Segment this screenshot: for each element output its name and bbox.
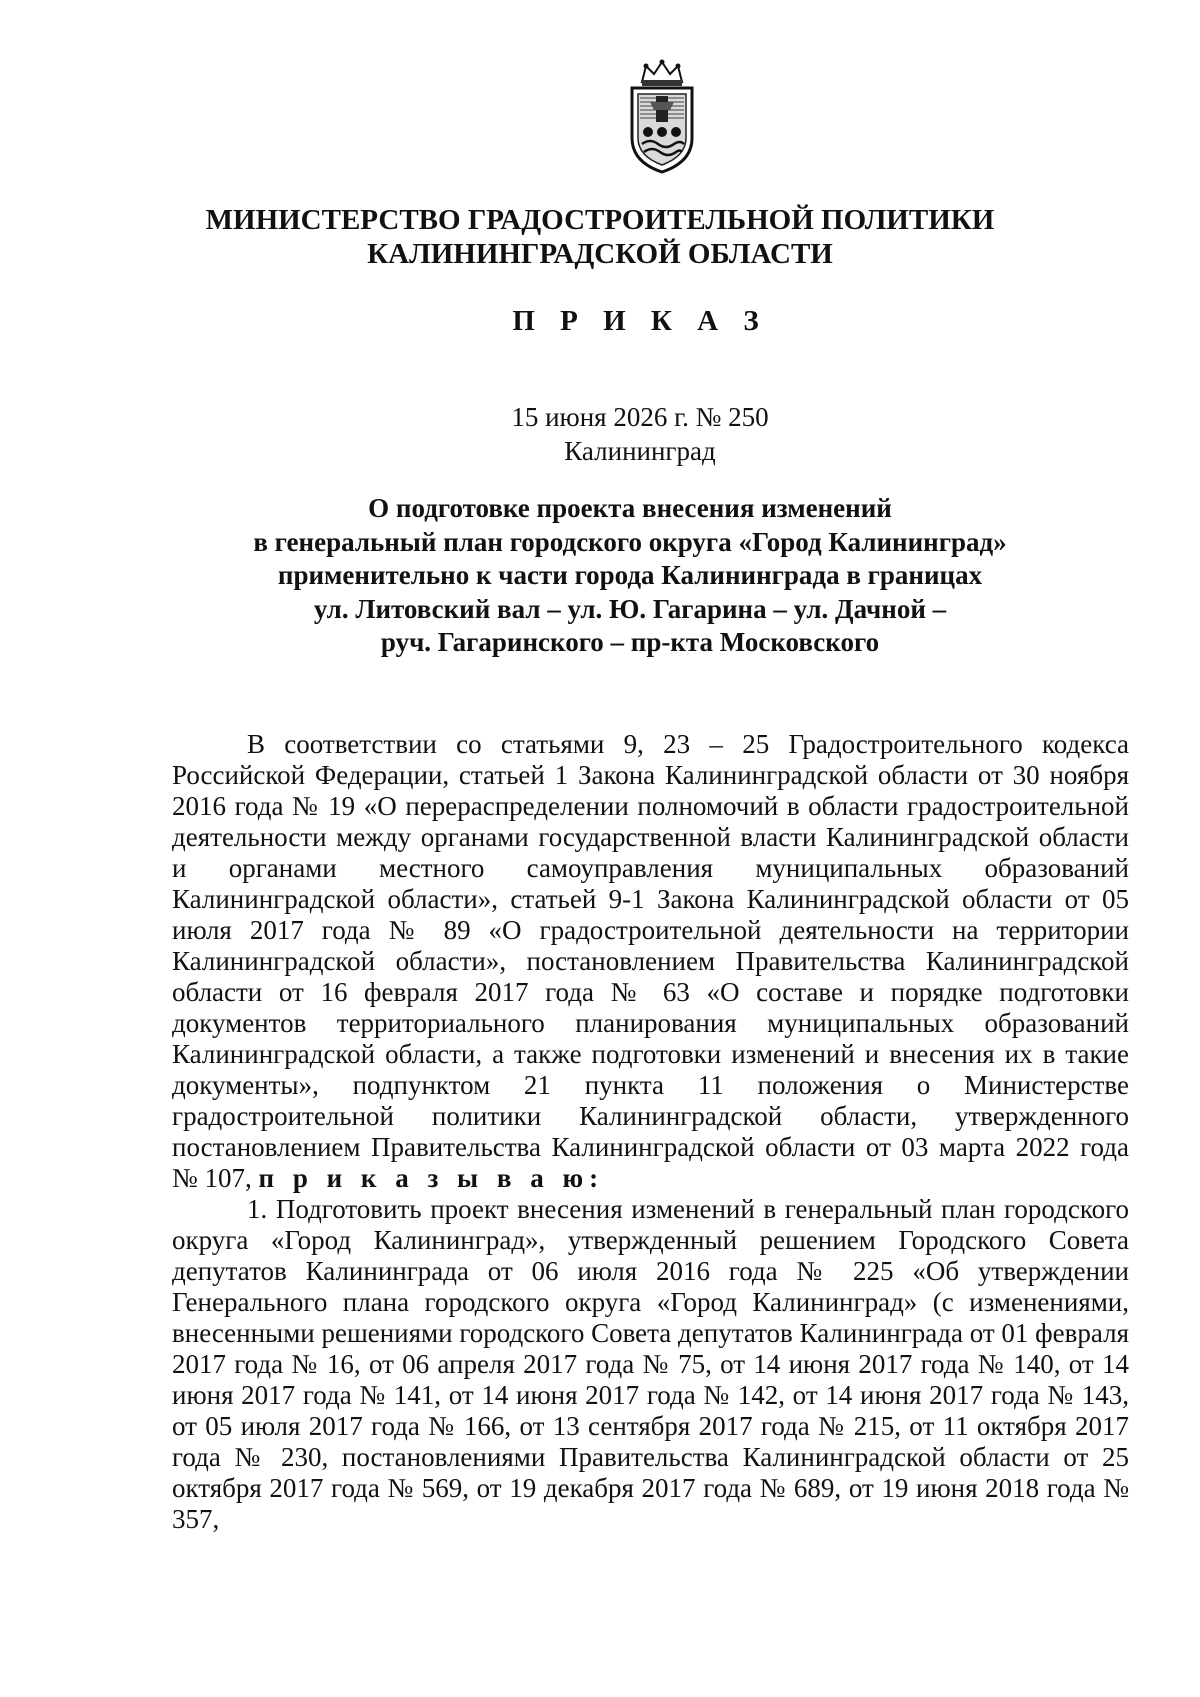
subject-line: ул. Литовский вал – ул. Ю. Гагарина – ул. Дачной – bbox=[313, 593, 947, 624]
order-item-1: 1. Подготовить проект внесения изменений в генеральный план городского округа «Город Калининград», утвержденный решением Городского Совета депутатов Калининграда от 06 июля 2016 года № 225 «Об утверждении Генерального плана городского округа «Город Калининград» (с изменениями, внесенными решениями городского Совета депутатов Калининграда от 01 февраля 2017 года № 16, от 06 апреля 2017 года № 75, от 14 июня 2017 года № 140, от 14 июня 2017 года № 141, от 14 июня 2017 года № 142, от 14 июня 2017 года № 143, от 05 июля 2017 года № 166, от 13 сентября 2017 года № 215, от 11 октября 2017 года № 230, постановлениями Правительства Калининградской области от 25 октября 2017 года № 569, от 19 декабря 2017 года № 689, от 19 июня 2018 года № 357, bbox=[172, 1194, 1130, 1534]
order-date-block bbox=[0, 400, 1200, 468]
order-body bbox=[172, 729, 1129, 1535]
order-title: П Р И К А З bbox=[512, 305, 768, 337]
subject-line: руч. Гагаринского – пр-кта Московского bbox=[380, 627, 880, 657]
subject-line: применительно к части города Калининграда в границах bbox=[277, 560, 983, 590]
ministry-name-line-2: КАЛИНИНГРАДСКОЙ ОБЛАСТИ bbox=[367, 238, 833, 270]
ministry-name bbox=[150, 203, 1050, 271]
order-subject bbox=[150, 492, 1110, 660]
order-date-number: 15 июня 2026 г. № 250 bbox=[511, 402, 769, 432]
order-command-word: п р и к а з ы в а ю: bbox=[258, 1163, 605, 1193]
order-city: Калининград bbox=[564, 436, 716, 466]
preamble-text: В соответствии со статьями 9, 23 – 25 Градостроительного кодекса Российской Федерации, статьей 1 Закона Калининградской области от 30 ноября 2016 года № 19 «О перераспределении полномочий в области градостроительной деятельности между органами государственной власти Калининградской области и органами местного самоуправления муниципальных образований Калининградской области», статьей 9-1 Закона Калининградской области от 05 июля 2017 года № 89 «О градостроительной деятельности на территории Калининградской области», постановлением Правительства Калининградской области от 16 февраля 2017 года № 63 «О составе и порядке подготовки документов территориального планирования муниципальных образований Калининградской области, а также подготовки изменений и внесения их в такие документы», подпунктом 21 пункта 11 положения о Министерстве градостроительной политики Калининградской области, утвержденного постановлением Правительства Калининградской области от 03 марта 2022 года № 107, bbox=[172, 729, 1129, 1193]
subject-line: О подготовке проекта внесения изменений bbox=[368, 493, 892, 523]
subject-line: в генеральный план городского округа «Город Калининград» bbox=[253, 526, 1007, 557]
preamble-paragraph bbox=[172, 729, 1129, 1194]
coat-of-arms-emblem bbox=[620, 58, 704, 176]
ministry-name-line-1: МИНИСТЕРСТВО ГРАДОСТРОИТЕЛЬНОЙ ПОЛИТИКИ bbox=[205, 204, 995, 236]
